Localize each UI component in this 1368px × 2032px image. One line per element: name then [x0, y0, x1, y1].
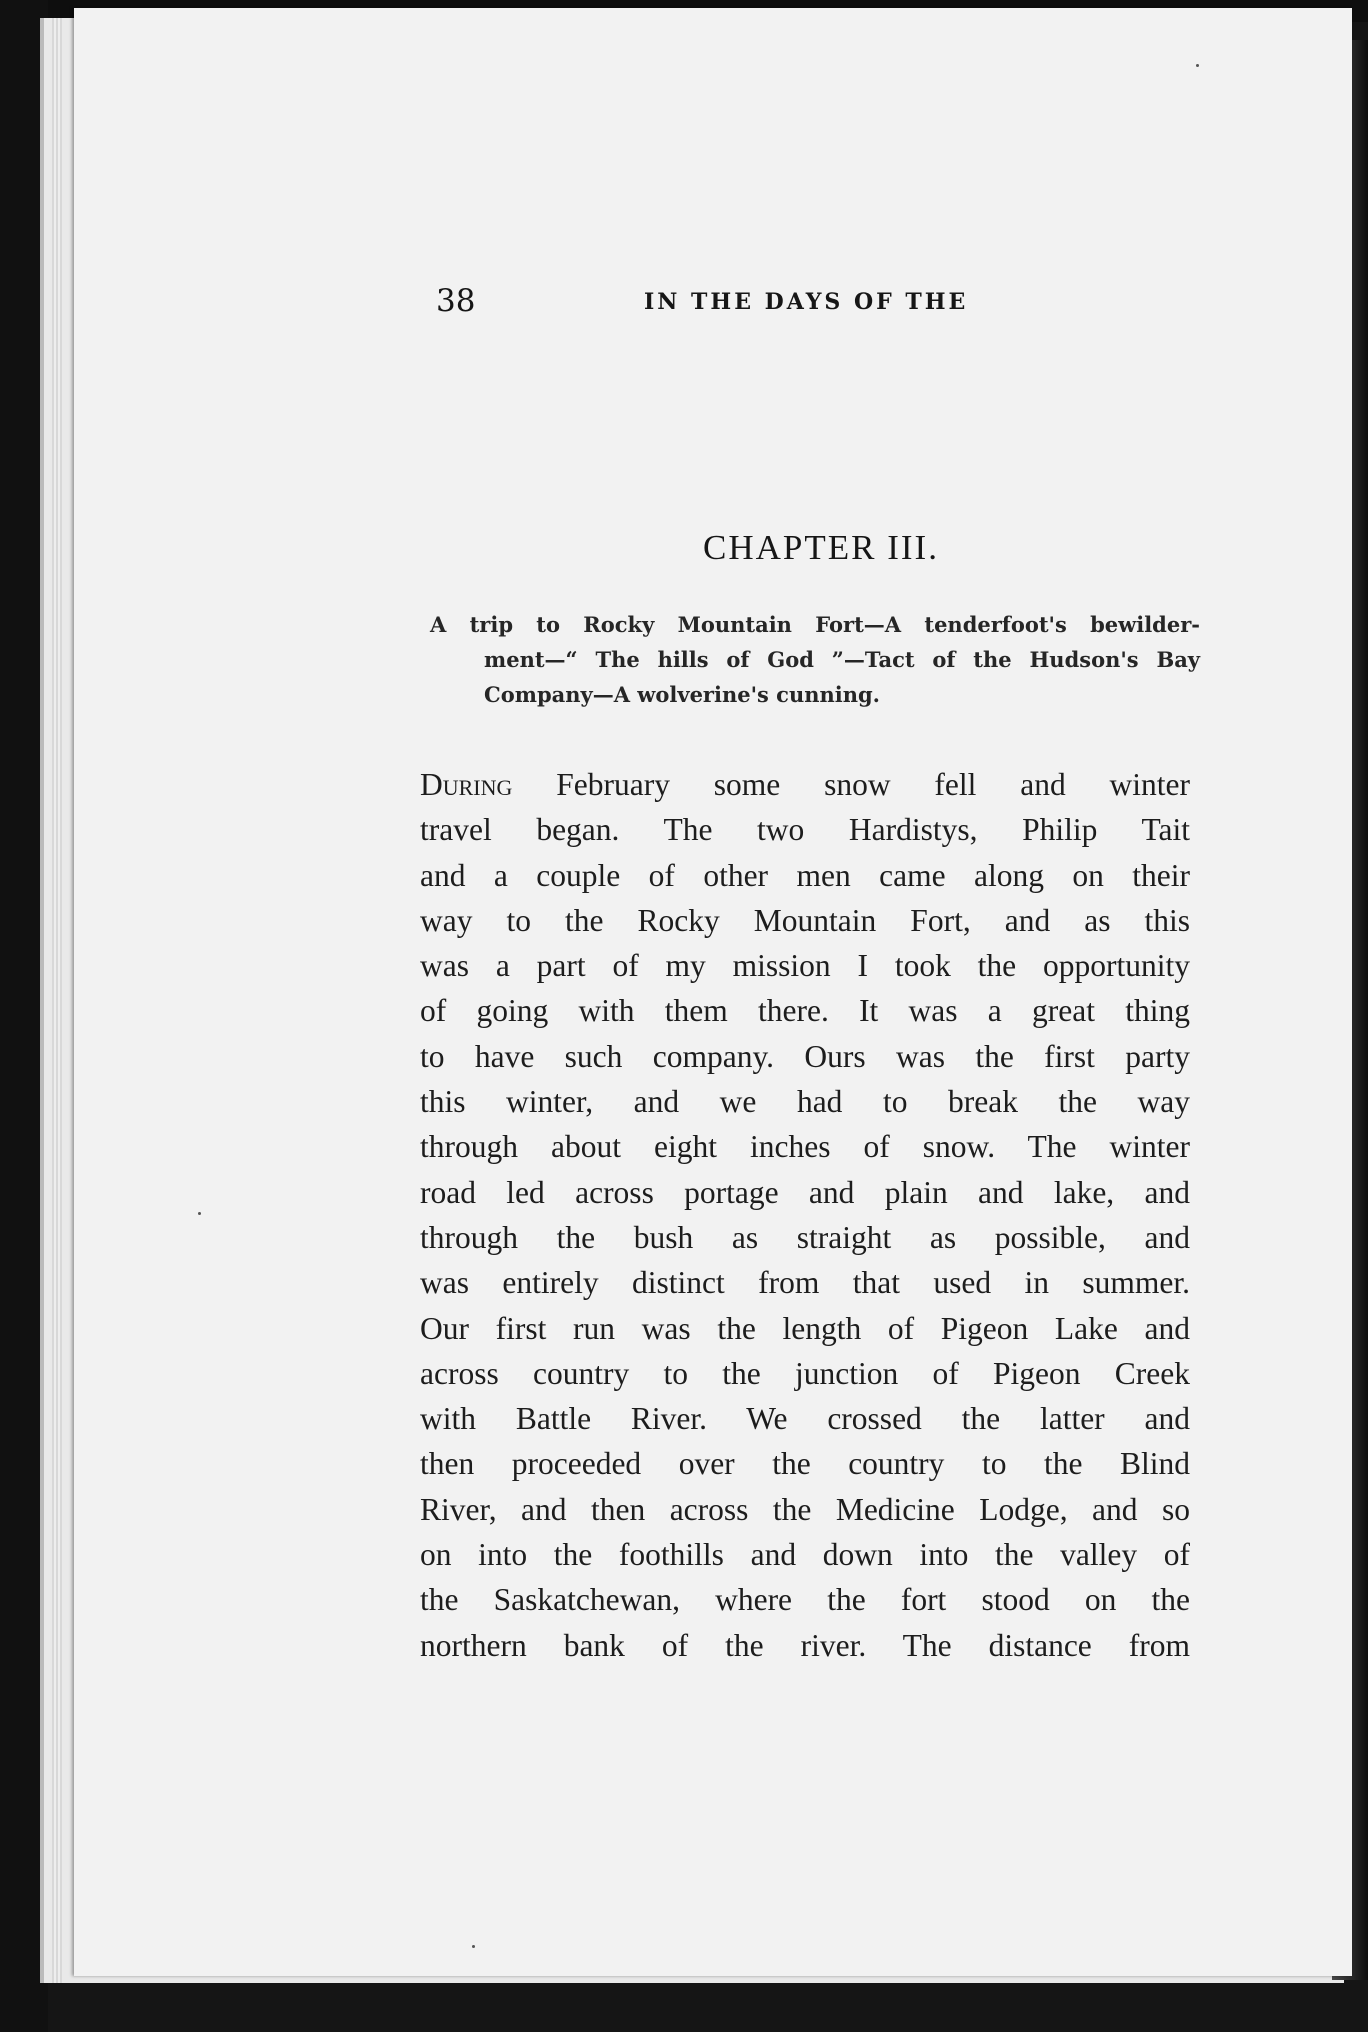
body-line	[420, 762, 1190, 807]
body-line: travel began. The two Hardistys, Philip Tait	[420, 812, 1190, 848]
chapter-title: CHAPTER III.	[703, 528, 939, 567]
chapter-summary	[430, 607, 1200, 712]
body-line: was a part of my mission I took the opportunity	[420, 948, 1190, 984]
summary-line: A trip to Rocky Mountain Fort—A tenderfoot's bewilder-	[430, 612, 1200, 637]
dropcap-word: During	[420, 767, 513, 802]
body-line: then proceeded over the country to the Blind	[420, 1446, 1190, 1482]
body-line: through the bush as straight as possible, and	[420, 1219, 1190, 1255]
page-number: 38	[436, 283, 476, 319]
first-line-text: February some snow fell and winter	[512, 767, 1190, 802]
body-line: road led across portage and plain and lake, and	[420, 1174, 1190, 1210]
body-line: this winter, and we had to break the way	[420, 1084, 1190, 1120]
body-line: was entirely distinct from that used in summer.	[420, 1265, 1190, 1301]
body-line: of going with them there. It was a great thing	[420, 993, 1190, 1029]
paper-speck	[472, 1945, 475, 1948]
body-line: to have such company. Ours was the first party	[420, 1038, 1190, 1074]
body-line: northern bank of the river. The distance from	[420, 1627, 1190, 1663]
body-line: Our first run was the length of Pigeon Lake and	[420, 1310, 1190, 1346]
body-line: on into the foothills and down into the valley of	[420, 1537, 1190, 1573]
body-line: through about eight inches of snow. The winter	[420, 1129, 1190, 1165]
page-header	[436, 283, 1216, 323]
body-line: with Battle River. We crossed the latter and	[420, 1401, 1190, 1437]
running-head: IN THE DAYS OF THE	[644, 289, 969, 315]
body-line: the Saskatchewan, where the fort stood on the	[420, 1582, 1190, 1618]
summary-line: ment—“ The hills of God ”—Tact of the Hudson's Bay	[484, 647, 1200, 672]
paper-speck	[198, 1212, 201, 1215]
body-line: way to the Rocky Mountain Fort, and as this	[420, 902, 1190, 938]
body-line: River, and then across the Medicine Lodge, and so	[420, 1491, 1190, 1527]
paper-speck	[1196, 64, 1199, 67]
body-paragraph	[420, 762, 1190, 1668]
summary-line: Company—A wolverine's cunning.	[484, 682, 880, 707]
body-line: across country to the junction of Pigeon Creek	[420, 1355, 1190, 1391]
body-line: and a couple of other men came along on their	[420, 857, 1190, 893]
